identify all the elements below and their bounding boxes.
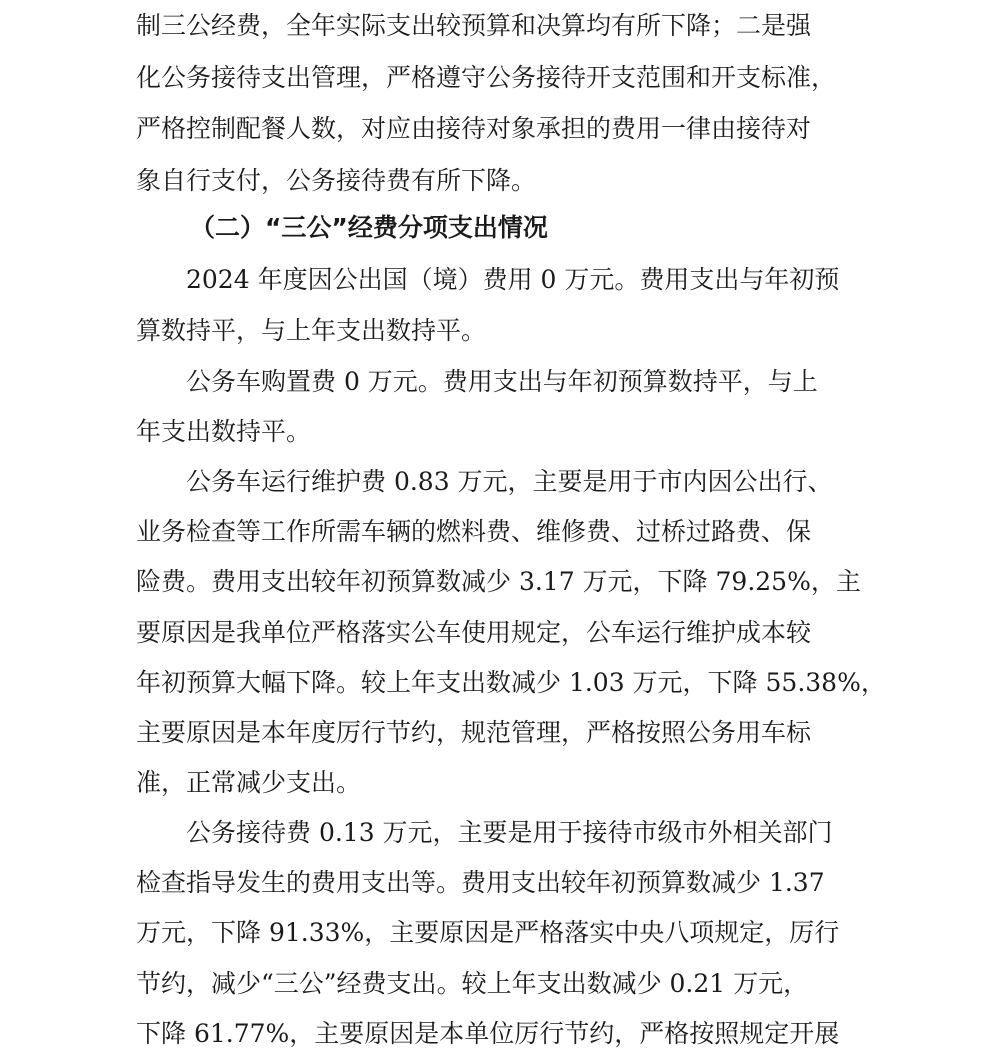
- paragraph-line: 准，正常减少支出。: [136, 768, 362, 797]
- paragraph-line: 公务接待费 0.13 万元，主要是用于接待市级市外相关部门: [186, 818, 833, 847]
- paragraph-line: 主要原因是本年度厉行节约，规范管理，严格按照公务用车标: [136, 718, 812, 747]
- paragraph-line: 节约，减少“三公”经费支出。较上年支出数减少 0.21 万元，: [136, 969, 809, 998]
- paragraph-line: 年初预算大幅下降。较上年支出数减少 1.03 万元，下降 55.38%，: [136, 668, 886, 697]
- paragraph-line: 公务车购置费 0 万元。费用支出与年初预算数持平，与上: [186, 367, 818, 396]
- paragraph-line: 业务检查等工作所需车辆的燃料费、维修费、过桥过路费、保: [136, 517, 812, 546]
- paragraph-line: 检查指导发生的费用支出等。费用支出较年初预算数减少 1.37: [136, 868, 825, 897]
- paragraph-line: 万元，下降 91.33%，主要原因是严格落实中央八项规定，厉行: [136, 918, 840, 947]
- section-heading: （二）“三公”经费分项支出情况: [190, 213, 548, 242]
- paragraph-line: 下降 61.77%，主要原因是本单位厉行节约，严格按照规定开展: [136, 1019, 840, 1048]
- paragraph-line: 算数持平，与上年支出数持平。: [136, 316, 487, 345]
- paragraph-line: 公务车运行维护费 0.83 万元，主要是用于市内因公出行、: [186, 467, 833, 496]
- paragraph-line: 制三公经费，全年实际支出较预算和决算均有所下降；二是强: [136, 11, 812, 40]
- paragraph-line: 险费。费用支出较年初预算数减少 3.17 万元，下降 79.25%，主: [136, 567, 861, 596]
- paragraph-line: 要原因是我单位严格落实公车使用规定，公车运行维护成本较: [136, 618, 812, 647]
- paragraph-line: 化公务接待支出管理，严格遵守公务接待开支范围和开支标准，: [136, 63, 837, 92]
- paragraph-line: 象自行支付，公务接待费有所下降。: [136, 166, 537, 195]
- paragraph-line: 严格控制配餐人数，对应由接待对象承担的费用一律由接待对: [136, 114, 812, 143]
- paragraph-line: 2024 年度因公出国（境）费用 0 万元。费用支出与年初预: [186, 265, 840, 294]
- paragraph-line: 年支出数持平。: [136, 417, 312, 446]
